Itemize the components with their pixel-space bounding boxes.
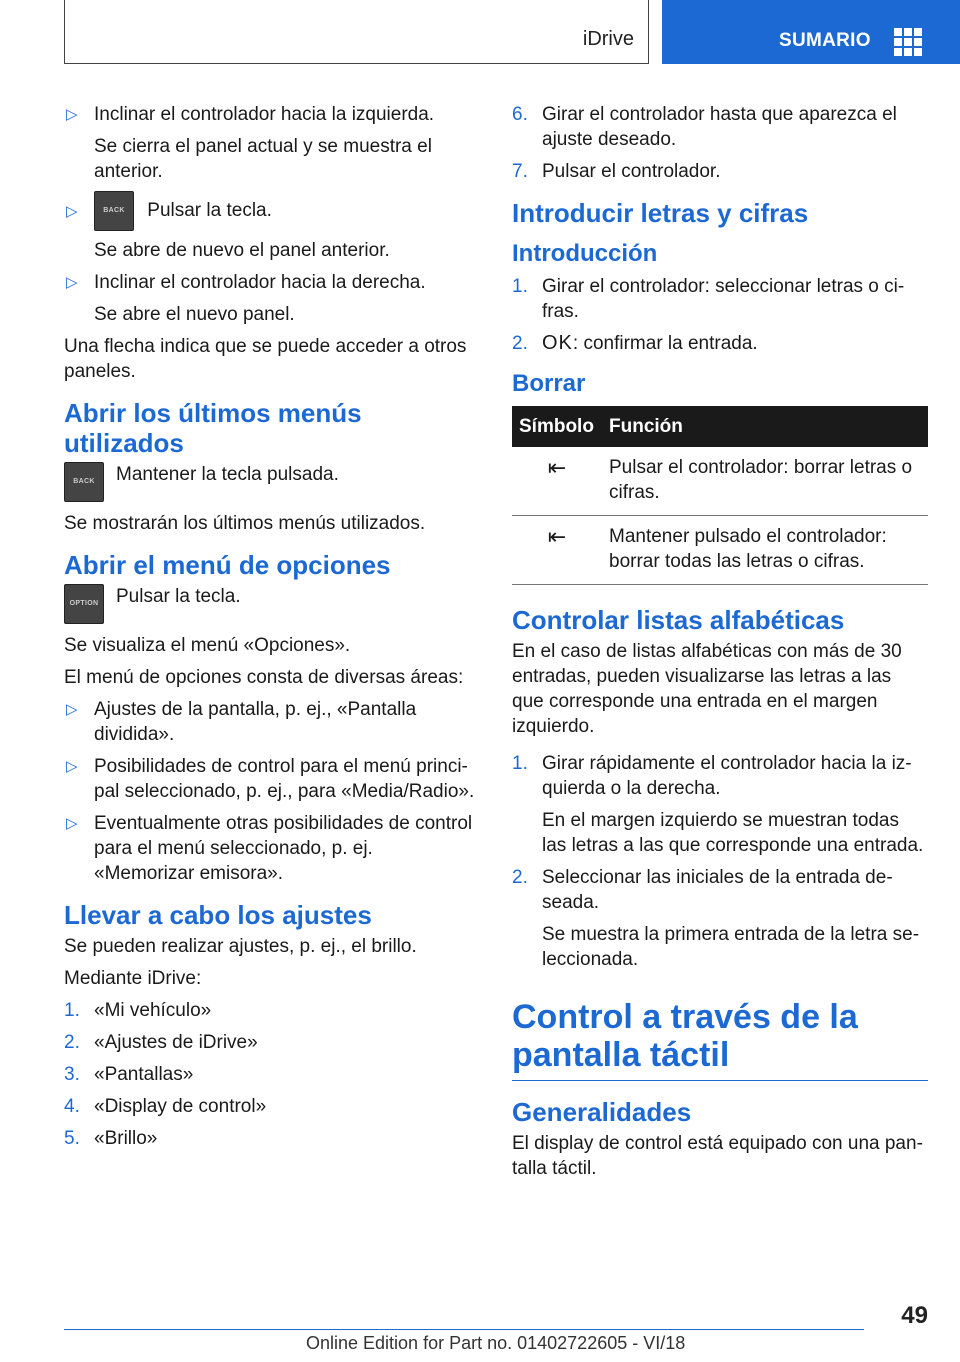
step-item: 1. «Mi vehículo» (64, 1000, 212, 1021)
edition-text: Online Edition for Part no. 01402722605 - VI/18 (306, 1333, 686, 1353)
bullet-item: ▷ Posibilidades de control para el menú principal seleccionado, p. ej., para «Media/Radio». (66, 756, 475, 802)
sumario-button[interactable] (662, 0, 960, 64)
step-item: 3. «Pantallas» (64, 1064, 194, 1085)
step-item: 7. Pulsar el controlador. (512, 161, 721, 182)
triangle-bullet-icon: ▷ (66, 106, 78, 123)
bullet-item: ▷ Ajustes de la pantalla, p. ej., «Pantalla dividida». (66, 699, 417, 745)
triangle-bullet-icon: ▷ (66, 815, 78, 832)
triangle-bullet-icon: ▷ (66, 203, 78, 220)
table-row (512, 447, 928, 516)
section-title: iDrive (582, 28, 634, 50)
header-section-box (64, 0, 649, 64)
sumario-label: SUMARIO (779, 30, 871, 51)
step-item: 2. OK: confirmar la entrada. (512, 332, 758, 354)
option-key-icon: OPTION (64, 584, 104, 624)
step-item: 2. Seleccionar las iniciales de la entrada deseada. (512, 867, 893, 913)
heading-general: Generalidades (512, 1097, 692, 1127)
bullet-item: ▷ Eventualmente otras posibilidades de control para el menú seleccionado, p. ej. «Memorizar emisora». (66, 813, 473, 884)
step-item: 4. «Display de control» (64, 1096, 267, 1117)
triangle-bullet-icon: ▷ (66, 274, 78, 291)
step-item: 1. Girar rápidamente el controlador hacia la izquierda o la derecha. (512, 753, 912, 799)
ok-icon: OK (542, 332, 573, 354)
triangle-bullet-icon: ▷ (66, 758, 78, 775)
heading-enter-letters: Introducir letras y cifras (512, 198, 809, 228)
paragraph: Se mostrarán los últimos menús utilizados. (64, 513, 426, 534)
footer-divider (64, 1329, 864, 1330)
step-item: 1. Girar el controlador: seleccionar letras o cifras. (512, 276, 905, 322)
step-item: 6. Girar el controlador hasta que aparezca el ajuste deseado. (512, 104, 897, 150)
heading-last-menus: Abrir los últimos menús utilizados (64, 398, 362, 458)
heading-settings: Llevar a cabo los ajustes (64, 900, 372, 930)
heading-delete: Borrar (512, 370, 586, 397)
page-number: 49 (901, 1302, 928, 1329)
right-column (512, 102, 928, 1188)
step-sub-text: En el margen izquierdo se muestran todas las letras a las que corresponde una entrada. (542, 810, 924, 856)
table-header-symbol: Símbolo (512, 406, 602, 447)
paragraph: El display de control está equipado con una pantalla táctil. (512, 1133, 923, 1179)
grid-menu-icon (894, 28, 922, 56)
paragraph: Mediante iDrive: (64, 968, 202, 989)
delete-arrow-icon: ⇤ (512, 447, 602, 516)
step-item: 5. «Brillo» (64, 1128, 158, 1149)
bullet-sub-text: Se abre de nuevo el panel anterior. (94, 240, 390, 261)
back-key-icon: BACK (94, 191, 134, 231)
paragraph: Se pueden realizar ajustes, p. ej., el brillo. (64, 936, 417, 957)
delete-symbol-table (512, 406, 928, 585)
table-cell: Mantener pulsado el controlador: borrar todas las letras o cifras. (602, 516, 928, 585)
left-column (64, 102, 476, 1158)
table-row (512, 516, 928, 585)
triangle-bullet-icon: ▷ (66, 701, 78, 718)
table-header-function: Función (602, 406, 928, 447)
bullet-item: ▷ Inclinar el controlador hacia la izquierda. (66, 104, 435, 125)
heading-alphabetic-lists: Controlar listas alfabéticas (512, 605, 845, 635)
step-sub-text: Se muestra la primera entrada de la letra seleccionada. (542, 924, 920, 970)
step-item: 2. «Ajustes de iDrive» (64, 1032, 258, 1053)
back-key-icon: BACK (64, 462, 104, 502)
key-instruction: BACK Mantener la tecla pulsada. (64, 462, 476, 504)
heading-touchscreen: Control a través de la pantalla táctil (512, 998, 928, 1081)
paragraph: El menú de opciones consta de diversas áreas: (64, 667, 464, 688)
table-cell: Pulsar el controlador: borrar letras o cifras. (602, 447, 928, 516)
heading-introduction: Introducción (512, 240, 658, 267)
delete-arrow-icon: ⇤ (512, 516, 602, 585)
bullet-sub-text: Se abre el nuevo panel. (94, 304, 295, 325)
paragraph: En el caso de listas alfabéticas con más de 30 entradas, pueden visualizarse las letras a las que corresponde una entrada en el margen izquierdo. (512, 641, 902, 737)
heading-options-menu: Abrir el menú de opciones (64, 550, 391, 580)
paragraph: Una flecha indica que se puede acceder a otros paneles. (64, 336, 467, 382)
bullet-item: ▷ Inclinar el controlador hacia la derecha. (66, 272, 426, 293)
paragraph: Se visualiza el menú «Opciones». (64, 635, 351, 656)
key-instruction: OPTION Pulsar la tecla. (64, 584, 476, 626)
bullet-item: ▷ BACK Pulsar la tecla. (64, 191, 476, 231)
bullet-sub-text: Se cierra el panel actual y se muestra el anterior. (94, 136, 432, 182)
